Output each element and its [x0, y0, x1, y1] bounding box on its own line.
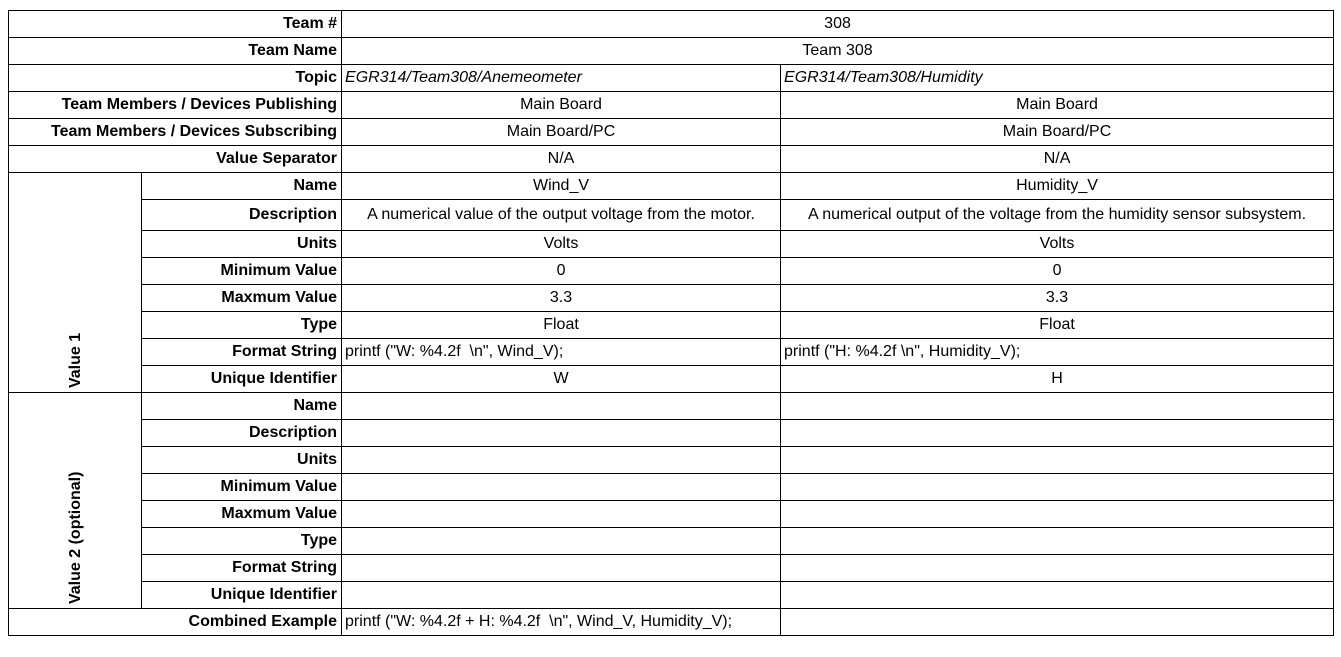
value1-min-col1: 0	[342, 258, 781, 285]
topic-row	[9, 65, 1334, 92]
value2-identifier-label: Unique Identifier	[142, 582, 342, 609]
value1-type-col1: Float	[342, 312, 781, 339]
combined-example-label: Combined Example	[9, 609, 342, 636]
value2-identifier-col1	[342, 582, 781, 609]
value1-format-col1: printf ("W: %4.2f \n", Wind_V);	[342, 339, 781, 366]
value1-identifier-col1: W	[342, 366, 781, 393]
value1-description-col1: A numerical value of the output voltage from the motor.	[342, 200, 781, 231]
value1-name-row	[9, 173, 1334, 200]
topic-col2: EGR314/Team308/Humidity	[781, 65, 1334, 92]
subscribing-label: Team Members / Devices Subscribing	[9, 119, 342, 146]
team-number-value: 308	[342, 11, 1334, 38]
value1-type-col2: Float	[781, 312, 1334, 339]
value2-units-col1	[342, 447, 781, 474]
topic-col1: EGR314/Team308/Anemeometer	[342, 65, 781, 92]
value2-identifier-col2	[781, 582, 1334, 609]
value1-format-label: Format String	[142, 339, 342, 366]
value2-name-row	[9, 393, 1334, 420]
subscribing-col1: Main Board/PC	[342, 119, 781, 146]
team-name-value: Team 308	[342, 38, 1334, 65]
combined-example-row	[9, 609, 1334, 636]
value1-type-label: Type	[142, 312, 342, 339]
value1-name-col1: Wind_V	[342, 173, 781, 200]
publishing-col1: Main Board	[342, 92, 781, 119]
value1-format-col2: printf ("H: %4.2f \n", Humidity_V);	[781, 339, 1334, 366]
value1-name-col2: Humidity_V	[781, 173, 1334, 200]
value2-units-label: Units	[142, 447, 342, 474]
value2-name-col2	[781, 393, 1334, 420]
value1-units-col2: Volts	[781, 231, 1334, 258]
value2-description-row	[9, 420, 1334, 447]
value1-units-row	[9, 231, 1334, 258]
value2-type-row	[9, 528, 1334, 555]
separator-col1: N/A	[342, 146, 781, 173]
value1-identifier-row	[9, 366, 1334, 393]
value1-min-label: Minimum Value	[142, 258, 342, 285]
value2-max-row	[9, 501, 1334, 528]
value2-min-col1	[342, 474, 781, 501]
combined-example-col1: printf ("W: %4.2f + H: %4.2f \n", Wind_V, Humidity_V);	[342, 609, 781, 636]
value2-type-col2	[781, 528, 1334, 555]
subscribing-col2: Main Board/PC	[781, 119, 1334, 146]
publishing-label: Team Members / Devices Publishing	[9, 92, 342, 119]
value2-type-label: Type	[142, 528, 342, 555]
combined-example-col2	[781, 609, 1334, 636]
separator-row	[9, 146, 1334, 173]
value2-max-label: Maxmum Value	[142, 501, 342, 528]
value1-max-col2: 3.3	[781, 285, 1334, 312]
value2-format-row	[9, 555, 1334, 582]
value1-min-row	[9, 258, 1334, 285]
value1-identifier-label: Unique Identifier	[142, 366, 342, 393]
value2-name-col1	[342, 393, 781, 420]
value2-units-row	[9, 447, 1334, 474]
value1-units-col1: Volts	[342, 231, 781, 258]
value2-description-col1	[342, 420, 781, 447]
value1-identifier-col2: H	[781, 366, 1334, 393]
value2-identifier-row	[9, 582, 1334, 609]
value1-units-label: Units	[142, 231, 342, 258]
value1-type-row	[9, 312, 1334, 339]
value2-format-col2	[781, 555, 1334, 582]
value2-format-col1	[342, 555, 781, 582]
value2-units-col2	[781, 447, 1334, 474]
value2-format-label: Format String	[142, 555, 342, 582]
value2-max-col2	[781, 501, 1334, 528]
subscribing-row	[9, 119, 1334, 146]
value2-group-label: Value 2 (optional)	[67, 471, 84, 604]
team-number-label: Team #	[9, 11, 342, 38]
value2-description-col2	[781, 420, 1334, 447]
team-name-label: Team Name	[9, 38, 342, 65]
value2-group	[9, 393, 142, 609]
value1-max-label: Maxmum Value	[142, 285, 342, 312]
value1-group	[9, 173, 142, 393]
value1-max-row	[9, 285, 1334, 312]
value2-max-col1	[342, 501, 781, 528]
value2-min-label: Minimum Value	[142, 474, 342, 501]
value1-max-col1: 3.3	[342, 285, 781, 312]
value2-description-label: Description	[142, 420, 342, 447]
publishing-col2: Main Board	[781, 92, 1334, 119]
value1-group-label: Value 1	[67, 332, 84, 388]
value1-description-row	[9, 200, 1334, 231]
team-name-row	[9, 38, 1334, 65]
separator-col2: N/A	[781, 146, 1334, 173]
value2-name-label: Name	[142, 393, 342, 420]
team-number-row	[9, 11, 1334, 38]
value1-name-label: Name	[142, 173, 342, 200]
topic-label: Topic	[9, 65, 342, 92]
message-spec-table	[8, 10, 1334, 636]
value1-format-row	[9, 339, 1334, 366]
value2-min-row	[9, 474, 1334, 501]
value2-type-col1	[342, 528, 781, 555]
value2-min-col2	[781, 474, 1334, 501]
separator-label: Value Separator	[9, 146, 342, 173]
value1-description-col2: A numerical output of the voltage from the humidity sensor subsystem.	[781, 200, 1334, 231]
publishing-row	[9, 92, 1334, 119]
value1-description-label: Description	[142, 200, 342, 231]
value1-min-col2: 0	[781, 258, 1334, 285]
